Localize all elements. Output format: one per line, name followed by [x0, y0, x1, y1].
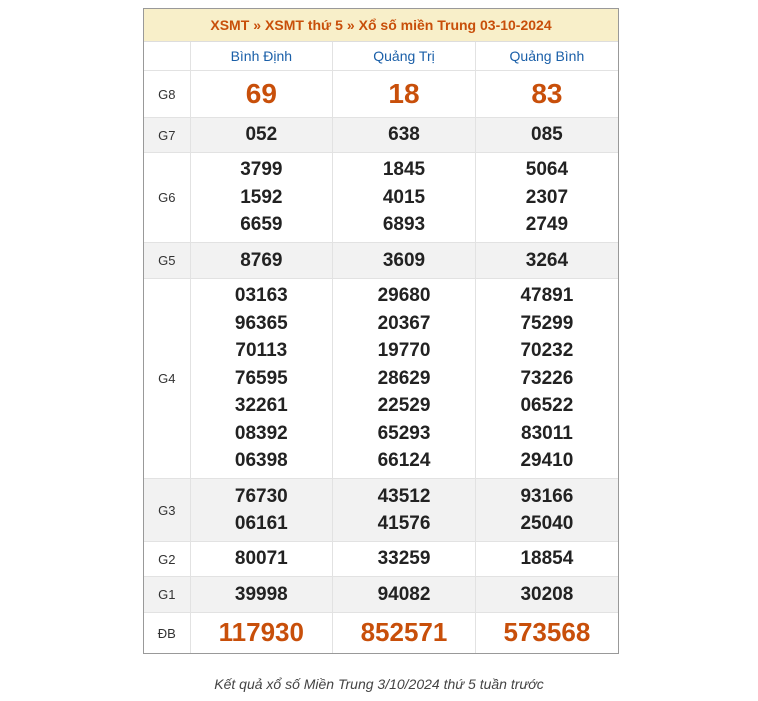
prize-number: 43512 — [377, 485, 431, 507]
prize-cell — [475, 153, 618, 243]
prize-number: 39998 — [234, 583, 288, 605]
prize-cell — [475, 243, 618, 279]
prize-cell — [333, 279, 476, 479]
prize-number: 33259 — [377, 548, 431, 570]
image-caption: Kết quả xổ số Miền Trung 3/10/2024 thứ 5 tuần trước — [214, 676, 544, 692]
prize-number: 08392 — [234, 422, 288, 444]
prize-number: 30208 — [520, 583, 574, 605]
prize-number: 085 — [531, 124, 563, 146]
prize-number: 70113 — [235, 340, 288, 362]
prize-number: 3799 — [240, 159, 283, 181]
prize-number: 29680 — [377, 285, 431, 307]
prize-cell — [333, 479, 476, 542]
prize-number: 3264 — [525, 249, 569, 271]
prize-label: G6 — [144, 153, 190, 243]
prize-row-g7 — [144, 118, 618, 153]
prize-number: 22529 — [377, 395, 431, 417]
prize-table — [144, 42, 618, 653]
prize-cell — [475, 479, 618, 542]
prize-label: G1 — [144, 577, 190, 613]
breadcrumb-xsmt-thursday-link[interactable]: XSMT thứ 5 — [265, 17, 343, 33]
prize-cell — [333, 542, 476, 577]
prize-cell — [475, 71, 618, 118]
prize-number: 93166 — [520, 485, 574, 507]
prize-cell — [333, 243, 476, 279]
prize-number: 117930 — [218, 617, 304, 648]
prize-number: 19770 — [377, 340, 431, 362]
breadcrumb-xsmt-link[interactable]: XSMT — [210, 17, 250, 33]
prize-number: 852571 — [360, 617, 448, 648]
prize-number: 6893 — [382, 214, 426, 236]
prize-number: 06522 — [520, 395, 574, 417]
prize-number: 06398 — [234, 450, 288, 472]
prize-number: 41576 — [377, 513, 431, 534]
prize-number: 6659 — [240, 214, 283, 236]
prize-label: G3 — [144, 479, 190, 542]
prize-number: 28629 — [377, 367, 431, 389]
prize-number: 25040 — [520, 513, 574, 534]
prize-number: 20367 — [377, 312, 431, 334]
prize-label: ĐB — [144, 613, 190, 654]
prize-number: 3609 — [382, 249, 426, 271]
prize-cell — [333, 613, 476, 654]
prize-number: 29410 — [520, 450, 574, 472]
prize-number: 69 — [245, 78, 277, 110]
prize-label: G7 — [144, 118, 190, 153]
prize-cell — [333, 118, 476, 153]
province-binh-dinh[interactable]: Bình Định — [190, 42, 333, 71]
prize-number: 96365 — [234, 312, 288, 334]
prize-number: 06161 — [234, 513, 288, 534]
prize-number: 1845 — [382, 159, 426, 181]
prize-number: 47891 — [520, 285, 574, 307]
prize-cell — [475, 542, 618, 577]
prize-number: 573568 — [503, 617, 591, 648]
prize-cell — [190, 577, 333, 613]
prize-number: 052 — [245, 124, 278, 146]
prize-row-g3 — [144, 479, 618, 542]
breadcrumb-separator: » — [346, 17, 355, 33]
prize-cell — [475, 577, 618, 613]
empty-header-cell — [144, 42, 190, 71]
prize-number: 2307 — [525, 186, 569, 208]
prize-cell — [333, 71, 476, 118]
prize-cell — [190, 71, 333, 118]
prize-number: 83011 — [521, 422, 573, 444]
prize-cell — [190, 479, 333, 542]
prize-row-db — [144, 613, 618, 654]
prize-cell — [475, 613, 618, 654]
prize-number: 65293 — [377, 422, 431, 444]
prize-label: G2 — [144, 542, 190, 577]
prize-number: 32261 — [234, 395, 288, 417]
prize-cell — [190, 542, 333, 577]
prize-number: 1592 — [240, 186, 283, 208]
prize-number: 76595 — [234, 367, 288, 389]
prize-row-g2 — [144, 542, 618, 577]
prize-number: 8769 — [240, 249, 283, 271]
prize-label: G8 — [144, 71, 190, 118]
prize-number: 70232 — [520, 340, 574, 362]
prize-number: 5064 — [525, 159, 569, 181]
prize-row-g5 — [144, 243, 618, 279]
results-header — [144, 9, 618, 42]
prize-label: G5 — [144, 243, 190, 279]
prize-cell — [190, 613, 333, 654]
results-title: Xổ số miền Trung 03-10-2024 — [358, 17, 552, 33]
prize-cell — [475, 118, 618, 153]
prize-number: 76730 — [234, 485, 288, 507]
prize-cell — [333, 153, 476, 243]
prize-number: 73226 — [520, 367, 574, 389]
prize-cell — [190, 279, 333, 479]
province-quang-binh[interactable]: Quảng Bình — [475, 42, 618, 71]
prize-number: 18 — [388, 78, 420, 110]
prize-cell — [190, 153, 333, 243]
prize-cell — [190, 118, 333, 153]
prize-number: 03163 — [234, 285, 288, 307]
prize-cell — [190, 243, 333, 279]
prize-number: 638 — [388, 124, 420, 146]
prize-number: 83 — [531, 78, 563, 110]
province-header-row — [144, 42, 618, 71]
prize-row-g8 — [144, 71, 618, 118]
prize-number: 18854 — [520, 548, 574, 570]
prize-cell — [333, 577, 476, 613]
prize-number: 80071 — [234, 548, 288, 570]
prize-number: 4015 — [382, 186, 426, 208]
prize-number: 75299 — [520, 312, 574, 334]
province-quang-tri[interactable]: Quảng Trị — [333, 42, 476, 71]
prize-cell — [475, 279, 618, 479]
prize-row-g1 — [144, 577, 618, 613]
prize-number: 2749 — [525, 214, 569, 236]
prize-row-g4 — [144, 279, 618, 479]
breadcrumb-separator: » — [253, 17, 262, 33]
prize-number: 66124 — [377, 450, 431, 472]
prize-label: G4 — [144, 279, 190, 479]
prize-row-g6 — [144, 153, 618, 243]
prize-number: 94082 — [377, 583, 431, 605]
lottery-result-table — [143, 8, 619, 654]
